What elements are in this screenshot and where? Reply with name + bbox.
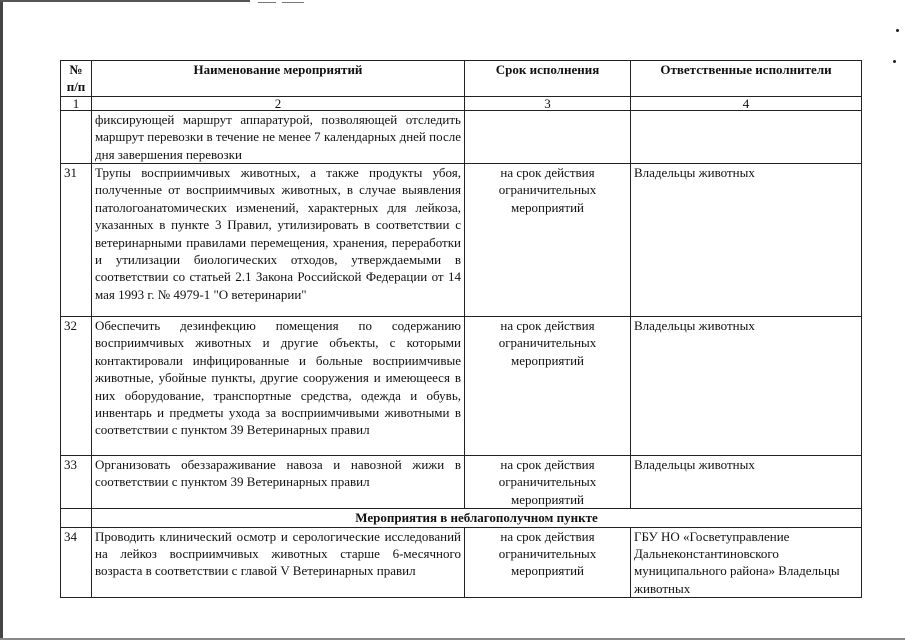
column-index: 1: [61, 96, 92, 110]
column-index: 2: [92, 96, 465, 110]
section-title: Мероприятия в неблагополучном пункте: [92, 509, 862, 527]
row-term: на срок действия ограничительных мероприятий: [465, 527, 631, 598]
header-term: Срок исполнения: [465, 61, 631, 97]
section-row: [61, 509, 862, 527]
table-row: [61, 456, 862, 509]
row-name: Организовать обеззараживание навоза и навозной жижи в соответствии с пунктом 39 Ветеринарных правил: [92, 456, 465, 509]
row-name: фиксирующей маршрут аппаратурой, позволяющей отследить маршрут перевозки в течение не менее 7 календарных дней после дня завершения перевозки: [92, 110, 465, 163]
scan-speck: [893, 60, 896, 63]
table-row: [61, 317, 862, 456]
header-name: Наименование мероприятий: [92, 61, 465, 97]
row-name: Трупы восприимчивых животных, а также продукты убоя, полученные от восприимчивых животных, в случае выявления патологоанатомических изменений, характерных для лейкоза, указанных в пункте 3 Правил, утилизировать в соответствии с ветеринарными правилами перемещения, хранения, переработки и утилизации биологических отходов, утверждаемыми в соответствии со статьей 2.1 Закона Российской Федерации от 14 мая 1993 г. № 4979-1 "О ветеринарии": [92, 164, 465, 317]
row-num: [61, 110, 92, 163]
row-responsible: Владельцы животных: [631, 456, 862, 509]
row-name: Проводить клинический осмотр и серологические исследований на лейкоз восприимчивых животных старше 6-месячного возраста в соответствии с главой V Ветеринарных правил: [92, 527, 465, 598]
scan-dash: [282, 2, 304, 3]
header-num: № п/п: [61, 61, 92, 97]
scan-edge-left: [0, 0, 3, 640]
row-num: 34: [61, 527, 92, 598]
scan-speck: [896, 29, 899, 32]
scan-edge-top: [0, 0, 250, 2]
header-row: [61, 61, 862, 97]
row-term: на срок действия ограничительных мероприятий: [465, 164, 631, 317]
row-num: 31: [61, 164, 92, 317]
scan-dash: [258, 2, 276, 3]
row-responsible: ГБУ НО «Госветуправление Дальнеконстантиновского муниципального района» Владельцы животных: [631, 527, 862, 598]
measures-table: [60, 60, 862, 598]
row-term: на срок действия ограничительных мероприятий: [465, 317, 631, 456]
row-num: 33: [61, 456, 92, 509]
row-responsible: Владельцы животных: [631, 317, 862, 456]
row-term: на срок действия ограничительных мероприятий: [465, 456, 631, 509]
row-responsible: [631, 110, 862, 163]
column-index: 3: [465, 96, 631, 110]
row-num: 32: [61, 317, 92, 456]
column-index: 4: [631, 96, 862, 110]
row-responsible: Владельцы животных: [631, 164, 862, 317]
section-num-cell: [61, 509, 92, 527]
column-index-row: [61, 96, 862, 110]
table-row: [61, 527, 862, 598]
row-name: Обеспечить дезинфекцию помещения по содержанию восприимчивых животных и другие объекты, с которыми контактировали инфицированные и больные восприимчивые животные, убойные пункты, другие сооружения и имеющееся в них оборудование, транспортные средства, одежда и обувь, инвентарь и предметы ухода за восприимчивыми животными в соответствии с пунктом 39 Ветеринарных правил: [92, 317, 465, 456]
table-row: [61, 110, 862, 163]
header-responsible: Ответственные исполнители: [631, 61, 862, 97]
row-term: [465, 110, 631, 163]
table-row: [61, 164, 862, 317]
